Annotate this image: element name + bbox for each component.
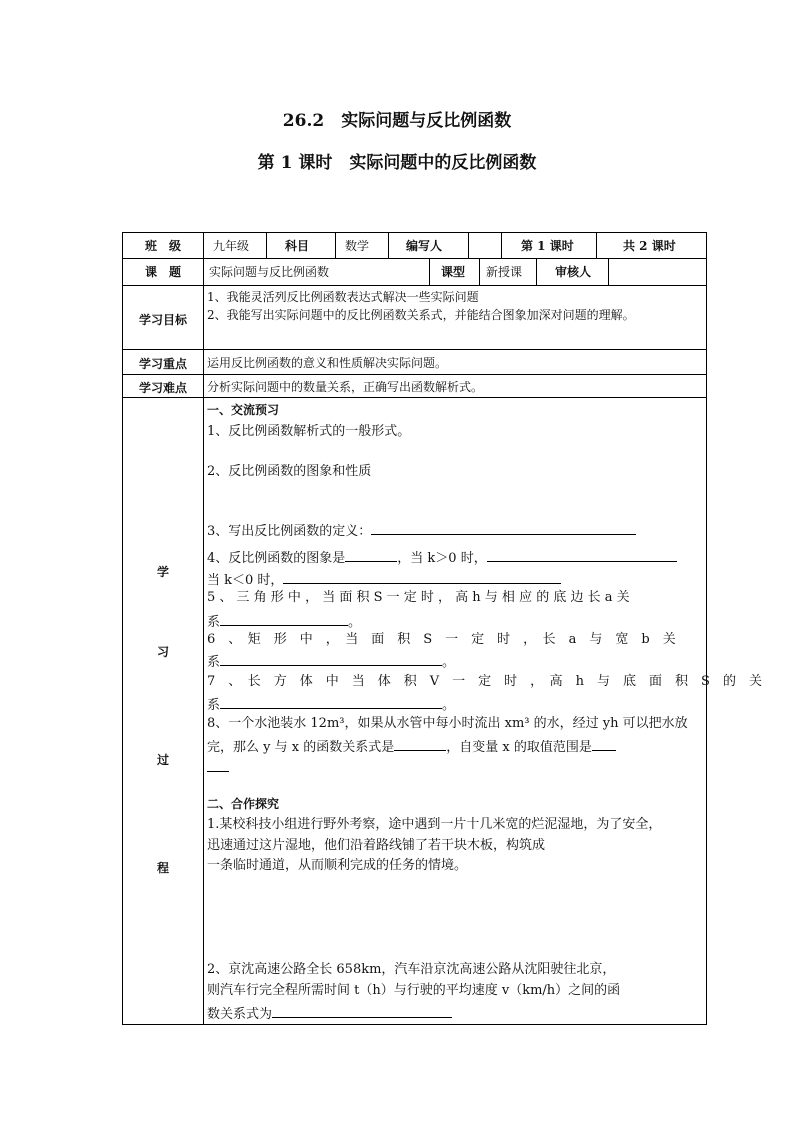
type-label: 课型: [441, 265, 466, 279]
question-5-line-1: 5 、 三 角 形 中 ， 当 面 积 S 一 定 时 ， 高 h 与 相 应 的 底 边 长 a 关: [207, 590, 630, 605]
question-7-line-2: [207, 696, 455, 713]
process-label-char-4: 程: [156, 861, 169, 875]
question-4-line-2: [207, 571, 561, 588]
section-exchange-preview: 一、交流预习: [207, 403, 280, 417]
question-7-blank: [220, 696, 442, 709]
problem-2-line-1: 2、京沈高速公路全长 658km，汽车沿京沈高速公路从沈阳驶往北京，: [207, 962, 616, 977]
goals-line-2: 2、我能写出实际问题中的反比例函数关系式，并能结合图象加深对问题的理解。: [207, 308, 635, 322]
question-5-line-2: [207, 613, 361, 630]
problem-1-line-2: 迅速通过这片湿地，他们沿着路线铺了若干块木板，构筑成: [207, 838, 546, 853]
topic-label: 课 题: [144, 265, 181, 279]
question-8-blank-2-cont: [207, 759, 229, 772]
question-2: 2、反比例函数的图象和性质: [207, 464, 372, 479]
problem-2-text-c: 数关系式为: [207, 1007, 273, 1022]
lesson-plan-table: [122, 232, 762, 1025]
question-4-blank-3: [283, 571, 561, 584]
question-8-blank-1: [394, 738, 446, 751]
question-4-blank-2: [487, 549, 677, 562]
question-4-blank-1: [345, 549, 397, 562]
topic-value: 实际问题与反比例函数: [209, 265, 330, 279]
question-4-text-c: 当 k＜0 时，: [207, 573, 284, 588]
question-3: [207, 522, 636, 539]
goals-label: 学习目标: [138, 313, 187, 327]
question-8-line-2: [207, 738, 616, 755]
question-7-line-1: 7 、 长 方 体 中 当 体 积 V 一 定 时 ， 高 h 与 底 面 积 S 的 关: [207, 674, 762, 689]
process-label-char-1: 学: [156, 565, 169, 579]
question-8-blank-2: [592, 738, 616, 751]
page-subtitle: 第 1 课时 实际问题中的反比例函数: [257, 153, 537, 173]
difficulty-label: 学习难点: [138, 381, 187, 395]
question-4-text-b: ，当 k＞0 时，: [397, 551, 487, 566]
class-label: 班 级: [144, 239, 181, 253]
question-8-line-1: 8、一个水池装水 12m³，如果从水管中每小时流出 xm³ 的水，经过 yh 可以把水放: [207, 716, 688, 731]
goals-line-1: 1、我能灵活列反比例函数表达式解决一些实际问题: [207, 290, 479, 304]
problem-2-line-3: [207, 1005, 452, 1022]
question-1: 1、反比例函数解析式的一般形式。: [207, 424, 411, 439]
question-8-text-b: 完，那么 y 与 x 的函数关系式是: [207, 740, 395, 755]
question-8-text-c: ，自变量 x 的取值范围是: [446, 740, 592, 755]
question-5-text-b: 系: [207, 615, 221, 630]
question-5-end: 。: [348, 615, 362, 630]
page-title: 26.2 实际问题与反比例函数: [282, 111, 512, 131]
question-4-line-1: [207, 549, 677, 566]
question-3-text: 3、写出反比例函数的定义：: [207, 524, 372, 539]
question-7-end: 。: [442, 698, 456, 713]
process-label-char-2: 习: [156, 645, 169, 659]
reviewer-label: 审核人: [555, 265, 592, 279]
type-value: 新授课: [486, 265, 523, 279]
problem-1-line-3: 一条临时通道，从而顺利完成的任务的情境。: [207, 858, 468, 873]
question-5-blank: [220, 613, 348, 626]
key-label: 学习重点: [138, 357, 187, 371]
subject-value: 数学: [345, 239, 370, 253]
question-6-text-b: 系: [207, 655, 221, 670]
question-8-line-3: [207, 759, 229, 776]
question-3-blank: [371, 522, 636, 535]
question-6-line-2: [207, 653, 455, 670]
difficulty-text: 分析实际问题中的数量关系，正确写出函数解析式。: [207, 380, 484, 394]
question-6-end: 。: [442, 655, 456, 670]
class-value: 九年级: [213, 239, 250, 253]
problem-2-blank: [272, 1005, 452, 1018]
problem-2-line-2: 则汽车行完全程所需时间 t（h）与行驶的平均速度 v（km/h）之间的函: [207, 983, 621, 998]
lesson-total: 共 2 课时: [623, 239, 676, 253]
subject-label: 科目: [285, 239, 310, 253]
problem-1-line-1: 1.某校科技小组进行野外考察，途中遇到一片十几米宽的烂泥湿地，为了安全，: [207, 817, 662, 832]
section-cooperative-inquiry: 二、合作探究: [207, 797, 280, 811]
question-4-text-a: 4、反比例函数的图象是: [207, 551, 346, 566]
lesson-number: 第 1 课时: [521, 239, 574, 253]
process-label-char-3: 过: [156, 753, 169, 767]
key-text: 运用反比例函数的意义和性质解决实际问题。: [207, 356, 448, 370]
writer-label: 编写人: [406, 239, 443, 253]
question-6-line-1: 6 、 矩 形 中 ， 当 面 积 S 一 定 时 ， 长 a 与 宽 b 关: [207, 632, 676, 647]
question-6-blank: [220, 653, 442, 666]
question-7-text-b: 系: [207, 698, 221, 713]
